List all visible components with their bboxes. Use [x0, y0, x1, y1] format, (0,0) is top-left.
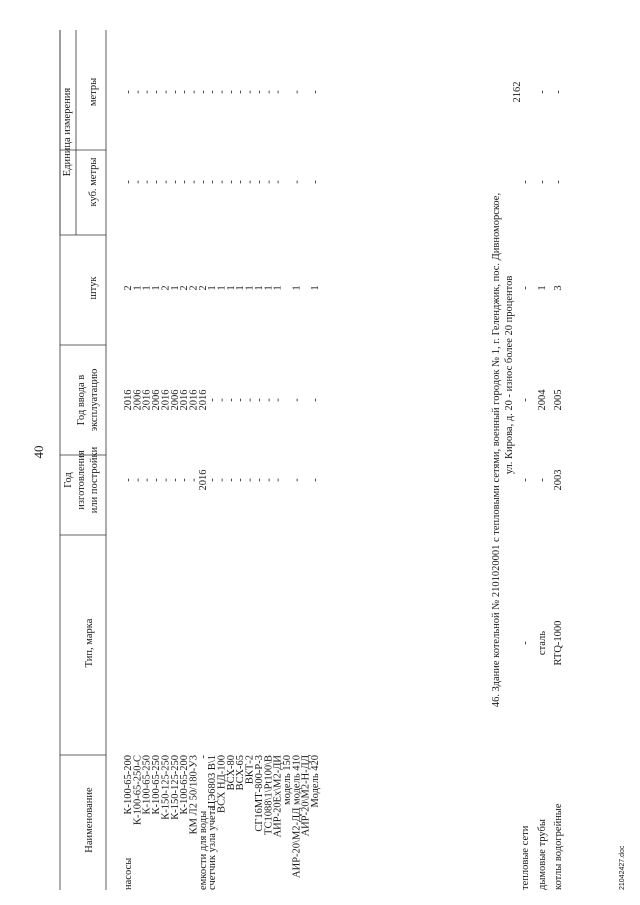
- row-year-made: -: [225, 478, 237, 482]
- row2-m3: -: [553, 180, 564, 184]
- row-year-made: 2016: [197, 469, 209, 491]
- header-m: метры: [88, 77, 99, 107]
- row-year-op: -: [272, 398, 284, 402]
- row2-m: -: [537, 90, 548, 94]
- row-type: ВСХ НД-100: [216, 755, 228, 813]
- row-year-made: -: [169, 478, 181, 482]
- row2-m: 2162: [512, 81, 523, 103]
- row-type: СГ16МТ-800-Р-3: [253, 755, 265, 832]
- row-type: АИР-20\М2-ДД модель 410: [291, 755, 303, 878]
- page-number: 40: [31, 445, 46, 459]
- row-m: -: [310, 90, 321, 94]
- row-m: -: [291, 90, 303, 94]
- row-type: К-100-65-250-С: [132, 755, 144, 825]
- row-m3: -: [169, 180, 181, 184]
- row-name: емкости для воды: [197, 810, 209, 890]
- header-m3: куб. метры: [88, 157, 99, 207]
- row-year-made: -: [216, 478, 228, 482]
- row2-type: RTQ-1000: [553, 620, 564, 666]
- row-type: КМ Л2 50/180-У3: [188, 755, 200, 835]
- row-year-made: -: [253, 478, 265, 482]
- header-year-op-2: эксплуатацию: [89, 368, 100, 432]
- row-m: -: [141, 90, 153, 94]
- row-type: модель 150: [281, 755, 293, 805]
- header-type: Тип, марка: [84, 618, 95, 668]
- row-pcs: 1: [141, 285, 153, 291]
- row-m: -: [263, 90, 275, 94]
- row-year-made: -: [244, 478, 256, 482]
- row-year-made: -: [235, 478, 247, 482]
- row-year-made: -: [291, 478, 303, 482]
- row-m: -: [244, 90, 256, 94]
- row-year-op: -: [253, 398, 265, 402]
- row2-pcs: -: [520, 286, 531, 290]
- row-year-op: -: [291, 398, 303, 402]
- row-year-made: -: [132, 478, 144, 482]
- header-pcs: штук: [88, 276, 99, 300]
- row-pcs: 2: [179, 285, 191, 291]
- row-type: ЦЭ6803 В\1: [207, 755, 219, 809]
- section-46-heading-line1: 46. Здание котельной № 2101020001 с тепловыми сетями, военный городок № 1, г. Геленджик, пос. Дивноморское,: [491, 192, 502, 708]
- row-year-op: -: [310, 398, 321, 402]
- row-type: К-100-65-200: [179, 755, 191, 815]
- row2-type: сталь: [537, 630, 548, 656]
- row2-name: дымовые трубы: [537, 819, 548, 890]
- row-type: К-100-65-250: [141, 755, 153, 815]
- header-year-made-2: изготовления: [76, 450, 87, 510]
- row-type: ВСХ-80: [225, 755, 237, 791]
- row-m: -: [197, 90, 209, 94]
- header-year-made-3: или постройки: [89, 446, 100, 514]
- row-year-op: -: [244, 398, 256, 402]
- row-pcs: 1: [310, 285, 321, 291]
- row-m3: -: [151, 180, 163, 184]
- row-pcs: 1: [235, 285, 247, 291]
- row-year-made: -: [160, 478, 172, 482]
- row-pcs: 1: [207, 285, 219, 291]
- row-year-op: 2016: [160, 389, 172, 411]
- row-type: К-150-125-250: [160, 755, 172, 820]
- row-year-op: 2016: [123, 389, 134, 411]
- row-type: К-100-65-250: [151, 755, 163, 815]
- row-m3: -: [310, 180, 321, 184]
- row-m3: -: [123, 180, 134, 184]
- row-pcs: 1: [151, 285, 163, 291]
- row-pcs: 2: [123, 285, 134, 291]
- row-year-op: 2016: [197, 389, 209, 411]
- row2-m: -: [553, 90, 564, 94]
- row2-year-op: -: [520, 398, 531, 402]
- row-pcs: 1: [225, 285, 237, 291]
- row-m: -: [235, 90, 247, 94]
- row-type: ВСХ-65: [235, 755, 247, 791]
- row-year-made: -: [207, 478, 219, 482]
- row-m: -: [253, 90, 265, 94]
- row-type: Модель 420: [310, 755, 321, 808]
- row-m3: -: [263, 180, 275, 184]
- row-year-op: 2016: [141, 389, 153, 411]
- row-year-op: -: [225, 398, 237, 402]
- row-m: -: [207, 90, 219, 94]
- row-type: ТС1088\1\Pt100\В: [263, 755, 275, 835]
- row-type: К-150-125-250: [169, 755, 181, 820]
- row-m3: -: [197, 180, 209, 184]
- row2-name: котлы водогрейные: [553, 803, 564, 890]
- row-pcs: 1: [263, 285, 275, 291]
- row-year-made: -: [310, 478, 321, 482]
- row-year-op: 2006: [169, 389, 181, 411]
- row-pcs: 1: [244, 285, 256, 291]
- units-group-header: Единица измерения: [62, 87, 73, 177]
- row-year-made: -: [272, 478, 284, 482]
- row-pcs: 1: [253, 285, 265, 291]
- row-m: -: [272, 90, 284, 94]
- row-year-made: -: [263, 478, 275, 482]
- row-type: К-100-65-200: [123, 755, 134, 815]
- row2-m3: -: [537, 180, 548, 184]
- row-m3: -: [253, 180, 265, 184]
- row-m3: -: [244, 180, 256, 184]
- row-year-op: -: [207, 398, 219, 402]
- row-m3: -: [160, 180, 172, 184]
- row-m3: -: [272, 180, 284, 184]
- row2-pcs: 1: [537, 285, 548, 291]
- row-year-op: 2016: [179, 389, 191, 411]
- row-pcs: 1: [272, 285, 284, 291]
- row-m: -: [151, 90, 163, 94]
- row-m: -: [179, 90, 191, 94]
- row-name: насосы: [123, 857, 134, 890]
- row-year-op: -: [216, 398, 228, 402]
- row-pcs: 1: [291, 285, 303, 291]
- row-pcs: 2: [197, 285, 209, 291]
- row2-pcs: 3: [553, 285, 564, 291]
- row-type: АИР-20Ех\М2-ДИ: [272, 755, 284, 838]
- row-m3: -: [235, 180, 247, 184]
- row-year-op: -: [235, 398, 247, 402]
- section-46-heading-line2: ул. Кирова, д. 20 - износ более 20 процентов: [504, 275, 515, 475]
- row-year-made: -: [188, 478, 200, 482]
- row-m3: -: [188, 180, 200, 184]
- row-type: ВКТ-2: [244, 755, 256, 785]
- row-year-made: -: [179, 478, 191, 482]
- row-m3: -: [132, 180, 144, 184]
- row-pcs: 1: [169, 285, 181, 291]
- header-year-op-1: Год ввода в: [76, 374, 87, 426]
- row-m: -: [132, 90, 144, 94]
- row-year-made: -: [151, 478, 163, 482]
- row-m3: -: [141, 180, 153, 184]
- row-m3: -: [216, 180, 228, 184]
- footer-filename: 21042427.doc: [619, 845, 626, 890]
- header-year-made-1: Год: [63, 472, 74, 488]
- row2-year-op: 2005: [553, 389, 564, 411]
- row-m: -: [216, 90, 228, 94]
- row2-year-made: -: [520, 478, 531, 482]
- header-name: Наименование: [84, 787, 95, 853]
- row-year-op: 2006: [151, 389, 163, 411]
- row-year-op: 2016: [188, 389, 200, 411]
- row-pcs: 2: [160, 285, 172, 291]
- row2-year-made: 2003: [553, 469, 564, 491]
- row2-name: тепловые сети: [520, 825, 531, 890]
- row-pcs: 1: [132, 285, 144, 291]
- row-m3: -: [291, 180, 303, 184]
- row2-m3: -: [520, 180, 531, 184]
- row-type: -: [197, 755, 209, 759]
- row-pcs: 2: [188, 285, 200, 291]
- row-year-op: -: [263, 398, 275, 402]
- row-m: -: [123, 90, 134, 94]
- row2-year-op: 2004: [537, 389, 548, 411]
- row-pcs: 1: [216, 285, 228, 291]
- row-m3: -: [179, 180, 191, 184]
- row-year-op: 2006: [132, 389, 144, 411]
- row-year-made: -: [141, 478, 153, 482]
- row2-year-made: -: [537, 478, 548, 482]
- rotated-table: [60, 30, 564, 890]
- row-type: АИР-20\М2-Н-ДД: [300, 755, 312, 837]
- row-m3: -: [225, 180, 237, 184]
- row-m: -: [160, 90, 172, 94]
- row-m: -: [188, 90, 200, 94]
- row-name: счетчик узла учета: [207, 805, 219, 890]
- row-year-made: -: [123, 478, 134, 482]
- row2-type: -: [520, 641, 531, 645]
- row-m3: -: [207, 180, 219, 184]
- row-m: -: [169, 90, 181, 94]
- row-m: -: [225, 90, 237, 94]
